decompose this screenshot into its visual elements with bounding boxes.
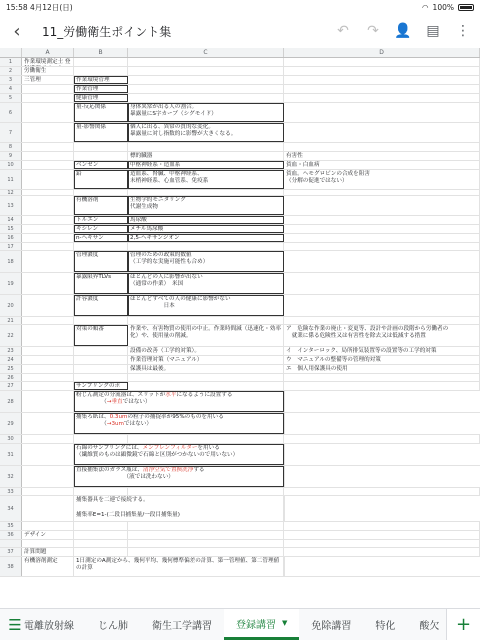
cell-d[interactable] [284,196,480,215]
cell-a[interactable] [22,190,74,195]
cell-b[interactable] [74,152,128,160]
sheet-tab[interactable] [299,609,363,640]
cell-c[interactable] [128,58,284,66]
column-header-b[interactable]: B [74,48,128,57]
cell-a[interactable] [22,382,74,390]
row-number[interactable]: 4 [0,85,22,93]
column-header-c[interactable]: C [128,48,284,57]
cell-d[interactable] [284,243,480,250]
sheet-tab-label: 特化 [375,621,396,632]
row-number[interactable]: 37 [0,548,22,556]
cell-d[interactable] [284,103,480,122]
row-number[interactable]: 17 [0,243,22,250]
cell-b[interactable]: キシレン [74,225,128,233]
row-number[interactable]: 32 [0,466,22,487]
sheet-tab[interactable] [224,609,299,640]
arrow-left-icon[interactable]: ‹ [13,20,21,42]
row-number[interactable]: 22 [0,325,22,346]
table-row [0,557,480,577]
cell-c[interactable] [128,67,284,75]
cell-d[interactable]: ウ マニュアルの整備等の管理的対策 [284,356,480,364]
table-row [0,152,480,161]
undo-icon[interactable]: ↶ [337,23,349,39]
cell-c[interactable]: 作業管理対策（マニュアル） [128,356,284,364]
cell-a[interactable] [22,325,74,346]
cell-c[interactable]: ほとんどの人に影響が出ない （通常の作業） 米国 [128,273,284,294]
cell-d[interactable] [284,488,480,495]
cell-b[interactable]: 石綿のサンプリングには、メンブレンフィルターを用いる （繊維質のものは顕微鏡で石綿と区別がつかないので用いない） [74,444,284,465]
cell-a[interactable] [22,540,74,547]
table-row [0,295,480,317]
cell-a[interactable] [22,496,74,521]
cell-d[interactable]: 貧血。ヘモグロビンの合成を阻害 （分解の促進ではない） [284,170,480,189]
cell-d[interactable]: イ インターロック、局所排気装置等の設置等の工学的対策 [284,347,480,355]
cell-a[interactable] [22,317,74,324]
row-number[interactable]: 11 [0,170,22,189]
cell-c[interactable] [128,143,284,151]
cell-b[interactable]: 有機溶剤 [74,196,128,215]
status-time: 15:58 [6,2,28,12]
cell-c[interactable] [128,317,284,324]
table-row [0,325,480,347]
cell-d[interactable] [284,435,480,443]
table-row [0,496,480,522]
table-row [0,391,480,413]
cell-b[interactable]: トルエン [74,216,128,224]
cell-c[interactable] [128,76,284,84]
cell-d[interactable] [285,391,480,412]
cell-a[interactable] [22,444,74,465]
cell-d[interactable] [284,190,480,195]
sheet-tab-label: 免除講習 [311,621,352,632]
row-number[interactable]: 19 [0,273,22,294]
cell-a[interactable]: 有機溶剤測定 [22,557,74,576]
table-row [0,540,480,548]
table-row [0,356,480,365]
table-row [0,273,480,295]
cell-d[interactable] [284,123,480,142]
table-row [0,94,480,103]
status-date: 4月12日(日) [30,2,73,12]
cell-b[interactable] [74,488,128,495]
table-row [0,225,480,234]
cell-b[interactable]: 粉じん測定の分流器は、スリットが水平になるように設置する （→垂直ではない） [74,391,284,412]
cell-b[interactable]: 捕集ろ紙は、0.3umの粒子の捕捉率が95%のものを用いる （→3umではない） [74,413,284,434]
row-number[interactable]: 34 [0,496,22,521]
cell-a[interactable] [22,488,74,495]
cell-a[interactable] [22,143,74,151]
table-row [0,85,480,94]
cell-d[interactable] [285,413,480,434]
row-number[interactable]: 12 [0,190,22,195]
cell-b[interactable] [74,356,128,364]
table-row [0,123,480,143]
cell-a[interactable] [22,152,74,160]
cell-c[interactable] [128,382,284,390]
cell-b[interactable]: 鉛 [74,170,128,189]
cell-d[interactable] [285,557,480,576]
cell-b[interactable]: 作業環境管理 [74,76,128,84]
cell-d[interactable] [284,67,480,75]
row-number[interactable] [0,540,22,547]
cell-c[interactable]: 中枢神経系・造血系 [128,161,284,169]
cell-b[interactable] [74,435,128,443]
cell-b[interactable]: 捕集器具を二連で接続する。 捕集率E=1-(二段目捕集量/一段目捕集量) [74,496,284,521]
cell-d[interactable] [284,317,480,324]
cell-d[interactable] [284,85,480,93]
row-number[interactable]: 23 [0,347,22,355]
table-row [0,365,480,374]
add-person-icon[interactable]: 👤 [394,23,412,39]
table-row [0,251,480,273]
table-row [0,216,480,225]
cell-a[interactable] [22,216,74,224]
cell-d[interactable] [284,58,480,66]
cell-c[interactable]: 身体異常が出る人の割合。 暴露量にS字カーブ（シグモイド） [128,103,284,122]
sheet-tab[interactable] [86,609,140,640]
cell-d[interactable] [284,273,480,294]
cell-b[interactable] [74,317,128,324]
cell-b[interactable] [74,243,128,250]
cell-c[interactable]: メチル馬尿酸 [128,225,284,233]
row-number[interactable]: 29 [0,413,22,434]
cell-a[interactable] [22,170,74,189]
cell-b[interactable] [74,540,128,547]
cell-c[interactable] [128,85,284,93]
row-number[interactable]: 8 [0,143,22,151]
app-bar [0,14,480,48]
cell-c[interactable] [128,522,284,530]
cell-a[interactable] [22,234,74,242]
cell-b[interactable]: 量-影響関係 [74,123,128,142]
cell-b[interactable]: 1日測定のA測定から、幾何平均、幾何標準偏差の計算、第一管理値、第二管理値の計算 [74,557,284,576]
row-number[interactable]: 26 [0,374,22,381]
table-row [0,347,480,356]
table-row [0,243,480,251]
table-row [0,67,480,76]
cell-d[interactable] [285,466,480,487]
status-bar [0,0,480,14]
cell-d[interactable]: 貧血・白血病 [284,161,480,169]
battery-percent: 100% [432,2,454,12]
row-number[interactable]: 25 [0,365,22,373]
row-number[interactable]: 24 [0,356,22,364]
table-row [0,161,480,170]
cell-c[interactable]: 作業や、有害物質の使用の中止。作業時間減（迅速化・効率化）や、使用量の削減。 [128,325,284,346]
cell-a[interactable] [22,347,74,355]
cell-c[interactable] [128,435,284,443]
cell-a[interactable] [22,196,74,215]
row-number[interactable]: 2 [0,67,22,75]
cell-a[interactable]: 計算問題 [22,548,74,556]
cell-b[interactable] [74,522,128,530]
table-row [0,548,480,557]
sheet-tab-label: 電離放射線 [24,621,74,632]
table-row [0,170,480,190]
cell-b[interactable] [74,58,128,66]
cell-c[interactable]: 2,5-ヘキサンジオン [128,234,284,242]
cell-b[interactable]: 健康管理 [74,94,128,102]
table-row [0,382,480,391]
cell-d[interactable] [284,531,480,539]
battery-icon [458,4,474,11]
cell-b[interactable]: サンプリングのポ [74,382,128,390]
cell-b[interactable]: 量-反応関係 [74,103,128,122]
wifi-icon: ◠ [422,2,429,12]
comment-icon[interactable]: ▤ [426,23,440,39]
column-header-a[interactable]: A [22,48,74,57]
row-number[interactable]: 36 [0,531,22,539]
table-row [0,444,480,466]
row-number[interactable]: 28 [0,391,22,412]
row-number[interactable]: 20 [0,295,22,316]
cell-a[interactable] [22,94,74,102]
row-number[interactable]: 5 [0,94,22,102]
cell-a[interactable] [22,295,74,316]
row-number[interactable]: 14 [0,216,22,224]
cell-d[interactable] [284,225,480,233]
cell-d[interactable] [284,374,480,381]
row-number[interactable]: 10 [0,161,22,169]
row-number[interactable]: 1 [0,58,22,66]
row-number[interactable]: 18 [0,251,22,272]
table-row [0,531,480,540]
sheet-tab[interactable] [140,609,224,640]
cell-a[interactable] [22,85,74,93]
table-row [0,76,480,85]
row-number[interactable]: 16 [0,234,22,242]
row-number[interactable]: 15 [0,225,22,233]
cell-d[interactable] [284,522,480,530]
cell-a[interactable] [22,356,74,364]
cell-b[interactable]: n-ヘキサン [74,234,128,242]
cell-a[interactable]: 労働衛生 [22,67,74,75]
table-row [0,234,480,243]
cell-a[interactable] [22,123,74,142]
cell-a[interactable] [22,413,74,434]
cell-b[interactable] [74,548,128,556]
sheet-tab[interactable] [407,609,451,640]
sheet-tab[interactable] [363,609,407,640]
row-number[interactable]: 33 [0,488,22,495]
cell-d[interactable] [284,143,480,151]
cell-d[interactable]: ア 危険な作業の廃止・変更等、設計や計画の段階から労働者の 就業に係る危険性又は有害性を除去又は低減する措置 [284,325,480,346]
row-number[interactable]: 9 [0,152,22,160]
more-vert-icon[interactable]: ⋮ [456,23,470,39]
cell-d[interactable] [284,548,480,556]
corner-cell[interactable] [0,48,22,57]
table-row [0,466,480,488]
cell-b[interactable] [74,374,128,381]
cell-d[interactable] [285,496,480,521]
table-row [0,374,480,382]
cell-c[interactable] [128,548,284,556]
row-number[interactable]: 27 [0,382,22,390]
cell-c[interactable]: 設備の改善（工学的対策）。 [128,347,284,355]
cell-a[interactable]: デザイン [22,531,74,539]
column-header-row [0,48,480,58]
cell-a[interactable] [22,365,74,373]
cell-c[interactable]: 造血系、腎臓、中枢神経系、 末梢神経系、心血管系、免疫系 [128,170,284,189]
table-row [0,196,480,216]
sheet-tab-label: 酸欠 [419,621,440,632]
row-number[interactable]: 6 [0,103,22,122]
cell-a[interactable] [22,273,74,294]
table-row [0,488,480,496]
sheet-tab-bar [0,608,480,640]
cell-a[interactable] [22,466,74,487]
cell-d[interactable] [284,251,480,272]
cell-c[interactable]: 標的臓器 [128,152,284,160]
cell-a[interactable] [22,251,74,272]
row-number[interactable]: 30 [0,435,22,443]
cell-a[interactable] [22,522,74,530]
cell-c[interactable]: ほとんどすべての人の健康に影響がない 日本 [128,295,284,316]
table-row [0,435,480,444]
cell-a[interactable] [22,161,74,169]
cell-d[interactable] [284,382,480,390]
column-header-d[interactable]: D [284,48,480,57]
cell-a[interactable] [22,374,74,381]
cell-c[interactable] [128,190,284,195]
cell-c[interactable]: 個人に出る、異常の質的な変化。 暴露量に対し指数的に影響が大きくなる。 [128,123,284,142]
caret-down-icon[interactable]: ▼ [282,619,288,627]
cell-d[interactable]: エ 個人用保護具の使用 [284,365,480,373]
cell-d[interactable] [284,234,480,242]
table-row [0,103,480,123]
cell-b[interactable] [74,190,128,195]
cell-a[interactable] [22,103,74,122]
cell-c[interactable] [128,94,284,102]
table-row [0,522,480,531]
cell-c[interactable] [128,374,284,381]
cell-a[interactable] [22,435,74,443]
cell-b[interactable]: 許容濃度 [74,295,128,316]
spreadsheet-grid[interactable] [0,48,480,608]
row-number[interactable]: 21 [0,317,22,324]
row-number[interactable]: 35 [0,522,22,530]
row-number[interactable]: 38 [0,557,22,576]
cell-b[interactable] [74,531,128,539]
table-row [0,413,480,435]
cell-c[interactable] [128,540,284,547]
cell-b[interactable]: 管理濃度 [74,251,128,272]
row-number[interactable]: 13 [0,196,22,215]
redo-icon[interactable]: ↷ [367,23,379,39]
sheet-tab-label: 登録講習 [236,619,276,631]
add-sheet-icon[interactable]: + [446,609,480,640]
cell-a[interactable]: 作業環境測定士 登 [22,58,74,66]
row-number[interactable]: 31 [0,444,22,465]
cell-d[interactable] [284,94,480,102]
cell-c[interactable]: 馬尿酸 [128,216,284,224]
cell-a[interactable] [22,225,74,233]
cell-a[interactable] [22,391,74,412]
cell-c[interactable] [128,243,284,250]
sheet-tab[interactable] [12,609,86,640]
table-row [0,58,480,67]
sheet-tab-label: じん肺 [98,621,128,632]
row-number[interactable]: 7 [0,123,22,142]
cell-d[interactable]: 有害性 [284,152,480,160]
cell-a[interactable]: 三管理 [22,76,74,84]
row-number[interactable]: 3 [0,76,22,84]
cell-d[interactable] [284,540,480,547]
cell-d[interactable] [284,216,480,224]
cell-b[interactable]: 暴露限界TLVs [74,273,128,294]
sheet-list-menu-icon[interactable]: ☰ [8,615,22,634]
cell-b[interactable]: 対策の順番 [74,325,128,346]
cell-b[interactable] [74,143,128,151]
cell-a[interactable] [22,243,74,250]
cell-c[interactable]: 管理のための政策的数値 （工学的な実施可能性も合め） [128,251,284,272]
cell-c[interactable] [128,531,284,539]
cell-c[interactable]: 保護具は最後。 [128,365,284,373]
cell-d[interactable] [284,295,480,316]
document-title: 11_労働衛生ポイント集 [42,24,172,39]
table-row [0,143,480,152]
cell-d[interactable] [284,76,480,84]
cell-b[interactable] [74,365,128,373]
cell-b[interactable]: ベンゼン [74,161,128,169]
table-row [0,317,480,325]
cell-b[interactable] [74,67,128,75]
cell-b[interactable]: 作業管理 [74,85,128,93]
cell-d[interactable] [285,444,480,465]
cell-c[interactable]: 生物学的モニタリング 代謝生成物 [128,196,284,215]
rows-container [0,58,480,577]
sheet-tab-label: 衛生工学講習 [152,621,212,632]
cell-b[interactable]: 直接捕集法のガラス瓶は、清浄空気で置換洗浄する （液では洗わない） [74,466,284,487]
cell-b[interactable] [74,347,128,355]
cell-c[interactable] [128,488,284,495]
